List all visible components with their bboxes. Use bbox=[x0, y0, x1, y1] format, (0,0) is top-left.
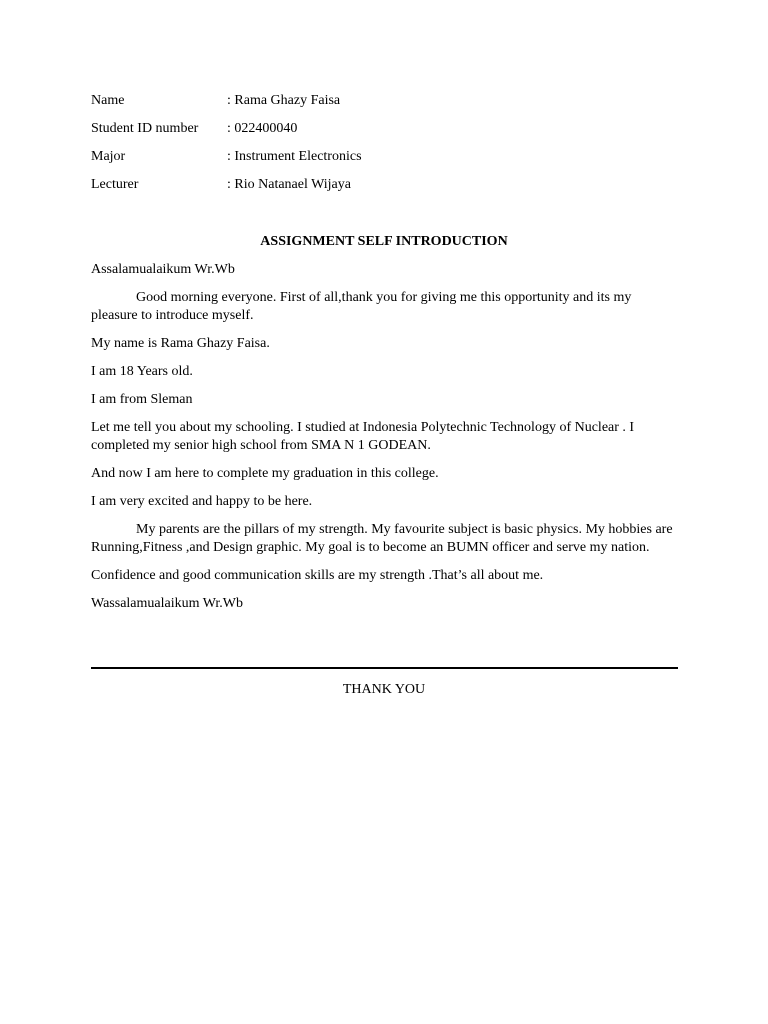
thank-you-text: THANK YOU bbox=[342, 682, 426, 697]
info-value-name: : Rama Ghazy Faisa bbox=[227, 93, 341, 108]
document-title: ASSIGNMENT SELF INTRODUCTION bbox=[260, 234, 508, 249]
info-value-student-id: : 022400040 bbox=[227, 121, 298, 136]
paragraph-age: I am 18 Years old. bbox=[91, 364, 193, 379]
paragraph-strength: Confidence and good communication skills are my strength .That’s all about me. bbox=[91, 568, 544, 583]
info-row-lecturer bbox=[91, 176, 511, 204]
paragraph-graduation: And now I am here to complete my graduation in this college. bbox=[91, 466, 439, 481]
info-label-student-id: Student ID number bbox=[91, 121, 199, 136]
divider-line bbox=[91, 667, 678, 669]
info-row-major bbox=[91, 148, 511, 176]
paragraph-parents-hobbies: My parents are the pillars of my strength. My favourite subject is basic physics. My hobbies are Running,Fitness ,and Design graphic. My goal is to become an BUMN officer and serve my nation. bbox=[91, 522, 673, 555]
paragraph-excited: I am very excited and happy to be here. bbox=[91, 494, 313, 509]
document-body bbox=[91, 261, 681, 623]
greeting-opening: Assalamualaikum Wr.Wb bbox=[91, 262, 235, 277]
paragraph-origin: I am from Sleman bbox=[91, 392, 193, 407]
paragraph-schooling: Let me tell you about my schooling. I studied at Indonesia Polytechnic Technology of Nuclear . I completed my senior high school from SMA N 1 GODEAN. bbox=[91, 420, 635, 453]
info-label-major: Major bbox=[91, 149, 126, 164]
info-label-name: Name bbox=[91, 93, 125, 108]
student-info-table bbox=[91, 92, 511, 204]
info-row-student-id bbox=[91, 120, 511, 148]
greeting-closing: Wassalamualaikum Wr.Wb bbox=[91, 596, 244, 611]
info-value-lecturer: : Rio Natanael Wijaya bbox=[227, 177, 351, 192]
info-label-lecturer: Lecturer bbox=[91, 177, 139, 192]
info-row-name bbox=[91, 92, 511, 120]
paragraph-intro: Good morning everyone. First of all,thank you for giving me this opportunity and its my pleasure to introduce myself. bbox=[91, 290, 632, 323]
paragraph-name: My name is Rama Ghazy Faisa. bbox=[91, 336, 270, 351]
info-value-major: : Instrument Electronics bbox=[227, 149, 362, 164]
